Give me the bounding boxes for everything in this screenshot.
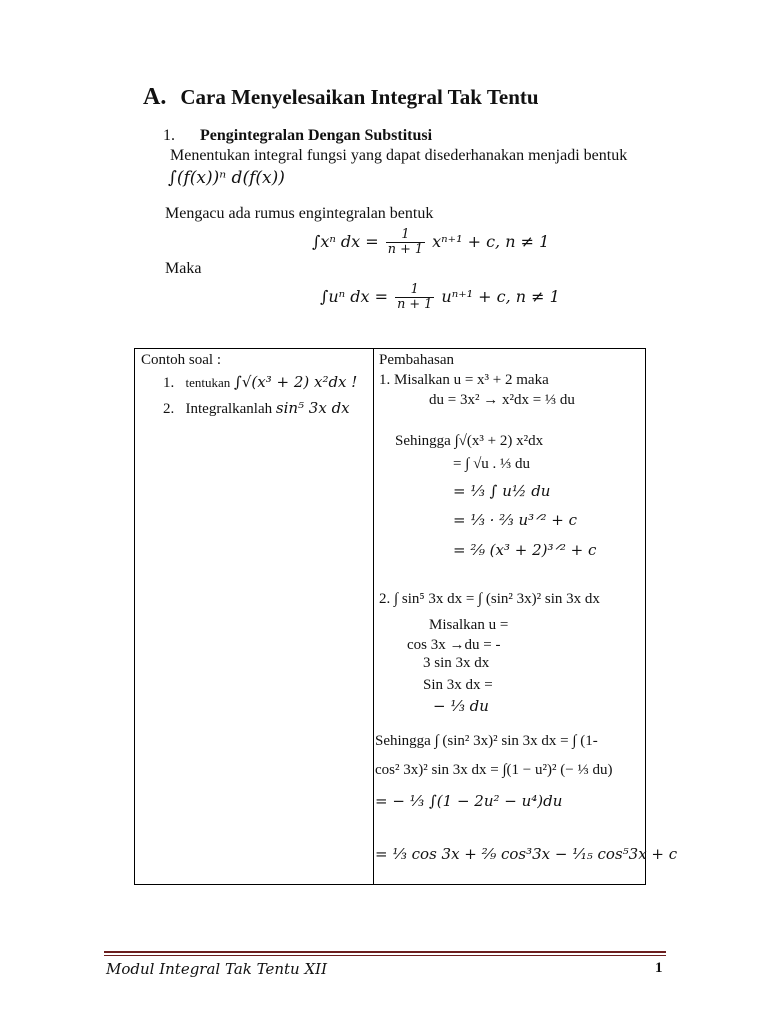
rule-2-rhs: uⁿ⁺¹ + c, n ≠ 1 (441, 287, 560, 307)
solution-line-11: 3 sin 3x dx (423, 655, 490, 671)
rule-1 (312, 228, 549, 257)
question-2 (163, 399, 350, 418)
question-1-num: 1. (163, 375, 175, 391)
solution-line-10: cos 3x →du = - (407, 637, 501, 653)
title-text: Cara Menyelesaikan Integral Tak Tentu (180, 85, 539, 109)
rule-2-den: n + 1 (397, 297, 433, 313)
rule-1-lhs: ∫xⁿ dx = (312, 232, 379, 252)
question-1 (163, 373, 357, 392)
question-2-text: Integralkanlah (185, 401, 273, 417)
rule-2-lhs: ∫uⁿ dx = (320, 287, 388, 307)
question-1-math: ∫√(x³ + 2) x²dx ! (234, 373, 358, 391)
rule-1-num: 1 (386, 228, 425, 243)
form-expression: ∫(f(x))ⁿ d(f(x)) (168, 168, 285, 188)
section-title: Pengintegralan Dengan Substitusi (200, 127, 433, 144)
rule-2-fraction (395, 283, 434, 312)
question-1-text: tentukan (185, 375, 231, 390)
solution-line-16: = − ⅓ ∫(1 − 2u² − u⁴)du (375, 792, 563, 810)
solution-line-8: 2. ∫ sin⁵ 3x dx = ∫ (sin² 3x)² sin 3x dx (379, 591, 600, 607)
rule-1-fraction (386, 228, 425, 257)
solution-line-5: = ⅓ ∫ u½ du (453, 482, 551, 500)
solution-line-4: = ∫ √u . ⅓ du (453, 456, 531, 472)
question-2-math: sin⁵ 3x dx (275, 399, 350, 417)
mengacu-text: Mengacu ada rumus engintegralan bentuk (165, 205, 434, 222)
rule-2-num: 1 (395, 283, 434, 298)
left-header: Contoh soal : (141, 352, 222, 368)
solution-line-1: 1. Misalkan u = x³ + 2 maka (379, 372, 549, 388)
example-table (134, 348, 678, 885)
solution-line-2: du = 3x² → x²dx = ⅓ du (429, 392, 575, 408)
rule-1-den: n + 1 (387, 242, 424, 258)
intro-text: Menentukan integral fungsi yang dapat disederhanakan menjadi bentuk (170, 147, 628, 164)
section-number: 1. (163, 127, 175, 144)
page-number: 1 (655, 960, 663, 976)
footer-rule-bottom (104, 955, 666, 956)
maka-text: Maka (165, 260, 202, 277)
footer-rule-top (104, 951, 666, 953)
solution-line-6: = ⅓ · ⅔ u³ᐟ² + c (453, 511, 578, 529)
solution-line-9: Misalkan u = (429, 617, 509, 633)
solution-line-12: Sin 3x dx = (423, 677, 493, 693)
solution-line-15: cos² 3x)² sin 3x dx = ∫(1 − u²)² (− ⅓ du) (375, 762, 613, 778)
rule-1-rhs: xⁿ⁺¹ + c, n ≠ 1 (432, 232, 550, 252)
solution-line-17: = ⅓ cos 3x + ²⁄₉ cos³3x − ¹⁄₁₅ cos⁵3x + c (375, 845, 678, 863)
rule-2 (320, 283, 560, 312)
solution-line-14: Sehingga ∫ (sin² 3x)² sin 3x dx = ∫ (1- (375, 733, 598, 749)
title-letter: A. (143, 84, 167, 110)
solution-line-13: − ⅓ du (433, 697, 489, 715)
page-title (143, 84, 539, 111)
table-divider (373, 349, 374, 884)
right-header: Pembahasan (379, 352, 454, 368)
solution-line-7: = ²⁄₉ (x³ + 2)³ᐟ² + c (453, 541, 597, 559)
question-2-num: 2. (163, 401, 175, 417)
solution-line-3: Sehingga ∫√(x³ + 2) x²dx (395, 433, 544, 449)
footer-text: Modul Integral Tak Tentu XII (106, 960, 327, 978)
